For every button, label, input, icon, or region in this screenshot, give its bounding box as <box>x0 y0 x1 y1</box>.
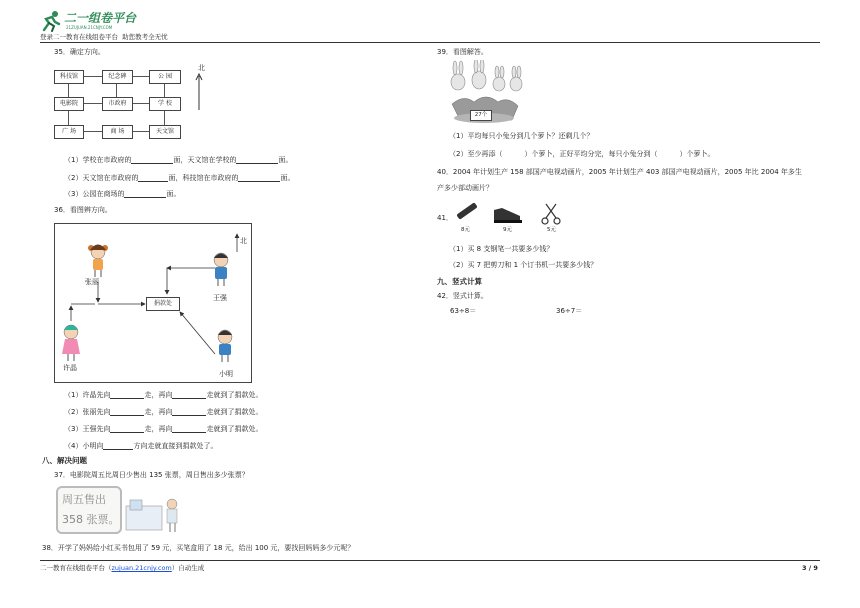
q41-items <box>452 198 572 238</box>
q36-north-label: 北 <box>240 237 247 245</box>
q38-title: 38．开学了妈妈给小红买书包用了 59 元，买笔盒用了 18 元，给出 100 元，要找回妈妈多少元呢？ <box>42 544 355 552</box>
tagline-b: 助您教考全无忧 <box>122 33 168 41</box>
section-8-heading: 八、解决问题 <box>42 456 87 465</box>
q36-line-1: （1）许晶先向 走，再向 走就到了捐款处。 <box>64 391 263 399</box>
name-zhangli: 张丽 <box>85 278 99 286</box>
boy-xiaoming-icon <box>218 330 232 362</box>
q39-title: 39．看图解答。 <box>437 48 488 56</box>
q36-figure <box>54 223 252 383</box>
map-box-cinema: 电影院 <box>54 97 84 111</box>
q37-title: 37．电影院周五比周日少售出 135 张票，周日售出多少张票？ <box>54 471 249 479</box>
footer-source: 二一教育在线组卷平台（zujuan.21cnjy.com）自动生成 <box>40 564 205 572</box>
header-rule <box>40 42 820 43</box>
q41-items-svg <box>452 198 572 228</box>
q39-rabbits-figure <box>446 60 528 124</box>
ticket-booth-icon <box>120 486 186 534</box>
q36-title: 36．看图辨方向。 <box>54 206 112 214</box>
q36-line-4: （4）小明向 方向走就直接到捐款处了。 <box>64 442 218 450</box>
q39-line-1: （1）平均每只小兔分到几个萝卜？还剩几个？ <box>449 132 594 140</box>
q41-line-2: （2）买 7 把剪刀和 1 个订书机一共要多少钱？ <box>449 261 598 269</box>
stapler-price: 9元 <box>503 227 512 233</box>
map-box-mall: 商 场 <box>102 125 133 139</box>
q37-sign-illustration <box>56 486 186 534</box>
footer-link[interactable]: zujuan.21cnjy.com <box>111 564 172 572</box>
section-9-heading: 九、竖式计算 <box>437 277 482 286</box>
q36-line-3: （3）王强先向 走，再向 走就到了捐款处。 <box>64 425 263 433</box>
name-xiaoming: 小明 <box>219 370 233 378</box>
q39-line-2: （2）至少再添（ ）个萝卜，正好平均分完，每只小兔分到（ ）个萝卜。 <box>449 150 715 158</box>
logo-text: 二一组卷平台 <box>64 11 137 25</box>
q35-line-3: （3）公园在商场的 面。 <box>64 190 181 198</box>
girl-zhangli-icon <box>88 245 108 278</box>
q42-title: 42．竖式计算。 <box>437 292 488 300</box>
pen-price: 8元 <box>461 227 470 233</box>
q40-line-1: 40．2004 年计划生产 158 部国产电视动画片，2005 年计划生产 403 部国产电视动画片，2005 年比 2004 年多生 <box>437 168 802 176</box>
q40-line-2: 产多少部动画片？ <box>437 184 493 192</box>
map-box-science-museum: 科技馆 <box>54 70 84 84</box>
header-tagline <box>40 34 168 41</box>
logo-subtext: 21ZUJUAN.21CNJY.COM <box>66 25 113 30</box>
basket-count-label: 27个 <box>470 110 492 121</box>
map-box-monument: 纪念碑 <box>102 70 133 84</box>
ticket-sign: 周五售出 358 张票。 <box>56 486 122 534</box>
q35-title: 35．确定方向。 <box>54 48 105 56</box>
q35-map <box>54 64 214 142</box>
pen-icon <box>456 202 477 220</box>
q41-number: 41． <box>437 214 453 222</box>
girl-xujing-icon <box>62 325 80 361</box>
map-box-park: 公 园 <box>149 70 181 84</box>
name-xujing: 许晶 <box>63 364 77 372</box>
header-logo <box>40 10 150 32</box>
q35-line-2: （2）天文馆在市政府的 面，科技馆在市政府的 面。 <box>64 174 295 182</box>
runner-logo-icon <box>40 10 62 32</box>
q42-expr-1: 63÷8＝ <box>450 307 477 315</box>
map-box-square: 广 场 <box>54 125 84 139</box>
tagline-a: 登录二一教育在线组卷平台 <box>40 33 118 41</box>
scissors-price: 5元 <box>547 227 556 233</box>
map-box-city-hall: 市政府 <box>102 97 133 111</box>
q36-line-2: （2）张丽先向 走，再向 走就到了捐款处。 <box>64 408 263 416</box>
north-label: 北 <box>198 64 205 72</box>
stapler-icon <box>494 208 522 223</box>
q41-line-1: （1）买 8 支钢笔一共要多少钱？ <box>449 245 554 253</box>
map-box-observatory: 天文馆 <box>149 125 181 139</box>
north-arrow-icon <box>194 72 204 112</box>
donation-point-box: 捐款处 <box>146 297 180 311</box>
name-wangqiang: 王强 <box>213 294 227 302</box>
footer-rule <box>40 560 820 561</box>
q42-expr-2: 36÷7＝ <box>556 307 583 315</box>
page-number: 3 / 9 <box>802 564 818 572</box>
boy-wangqiang-icon <box>214 253 228 286</box>
map-box-school: 学 校 <box>149 97 181 111</box>
q35-line-1: （1）学校在市政府的 面，天文馆在学校的 面。 <box>64 156 293 164</box>
scissors-icon <box>542 204 560 224</box>
